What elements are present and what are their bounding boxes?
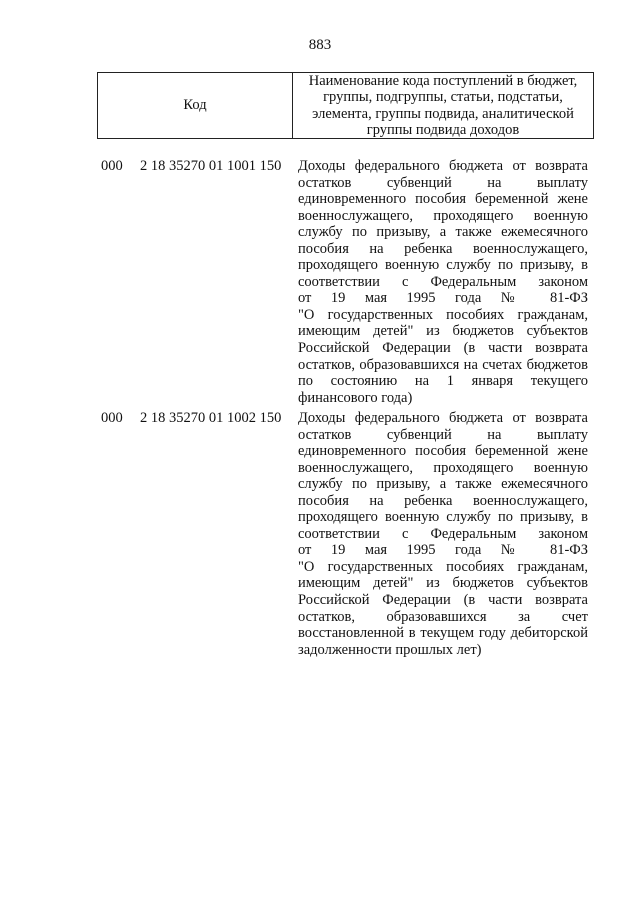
description-line: Доходы федерального бюджета от возврата [298,158,588,174]
description-line: имеющим детей" из бюджетов субъектов [298,575,588,592]
description-line: восстановленной в текущем году дебиторской [298,625,588,642]
description-line: службу по призыву, а также ежемесячного [298,224,588,241]
description-line: финансового года) [298,389,413,406]
description-line: "О государственных пособиях гражданам, [298,306,588,323]
admin-code: 000 [101,410,123,426]
description-line: военнослужащего, проходящего военную [298,459,588,476]
header-code-cell: Код [98,73,293,138]
description-line: пособия на ребенка военнослужащего, [298,492,588,509]
table-header [97,72,594,139]
description-line: "О государственных пособиях гражданам, [298,558,588,575]
description-line: единовременного пособия беременной жене [298,191,588,208]
description-line: остатков, образовавшихся на счетах бюджетов [298,356,588,373]
description-line: проходящего военную службу по призыву, в [298,257,588,274]
description-line: Российской Федерации (в части возврата [298,340,588,357]
income-code: 2 18 35270 01 1002 150 [140,410,282,426]
description-line: от 19 мая 1995 года № 81-ФЗ [298,542,588,559]
description-line: остатков субвенций на выплату [298,174,588,191]
description-line: задолженности прошлых лет) [298,641,482,658]
description-line: от 19 мая 1995 года № 81-ФЗ [298,290,588,307]
description-line: службу по призыву, а также ежемесячного [298,476,588,493]
description-line: Доходы федерального бюджета от возврата [298,410,588,426]
description-line: по состоянию на 1 января текущего [298,373,588,390]
description-line: остатков субвенций на выплату [298,426,588,443]
description-line: пособия на ребенка военнослужащего, [298,240,588,257]
description-line: проходящего военную службу по призыву, в [298,509,588,526]
description-line: Российской Федерации (в части возврата [298,592,588,609]
page-number: 883 [308,37,332,53]
description-line: военнослужащего, проходящего военную [298,207,588,224]
header-name-cell: Наименование кода поступлений в бюджет, группы, подгруппы, статьи, подстатьи, элемента, группы подвида, аналитической группы подвида доходов [308,72,578,138]
description-line: соответствии с Федеральным законом [298,273,588,290]
admin-code: 000 [101,158,123,174]
income-code: 2 18 35270 01 1001 150 [140,158,282,174]
income-description [298,410,588,658]
description-line: имеющим детей" из бюджетов субъектов [298,323,588,340]
income-description [298,158,588,406]
description-line: остатков, образовавшихся за счет [298,608,588,625]
description-line: соответствии с Федеральным законом [298,525,588,542]
description-line: единовременного пособия беременной жене [298,443,588,460]
